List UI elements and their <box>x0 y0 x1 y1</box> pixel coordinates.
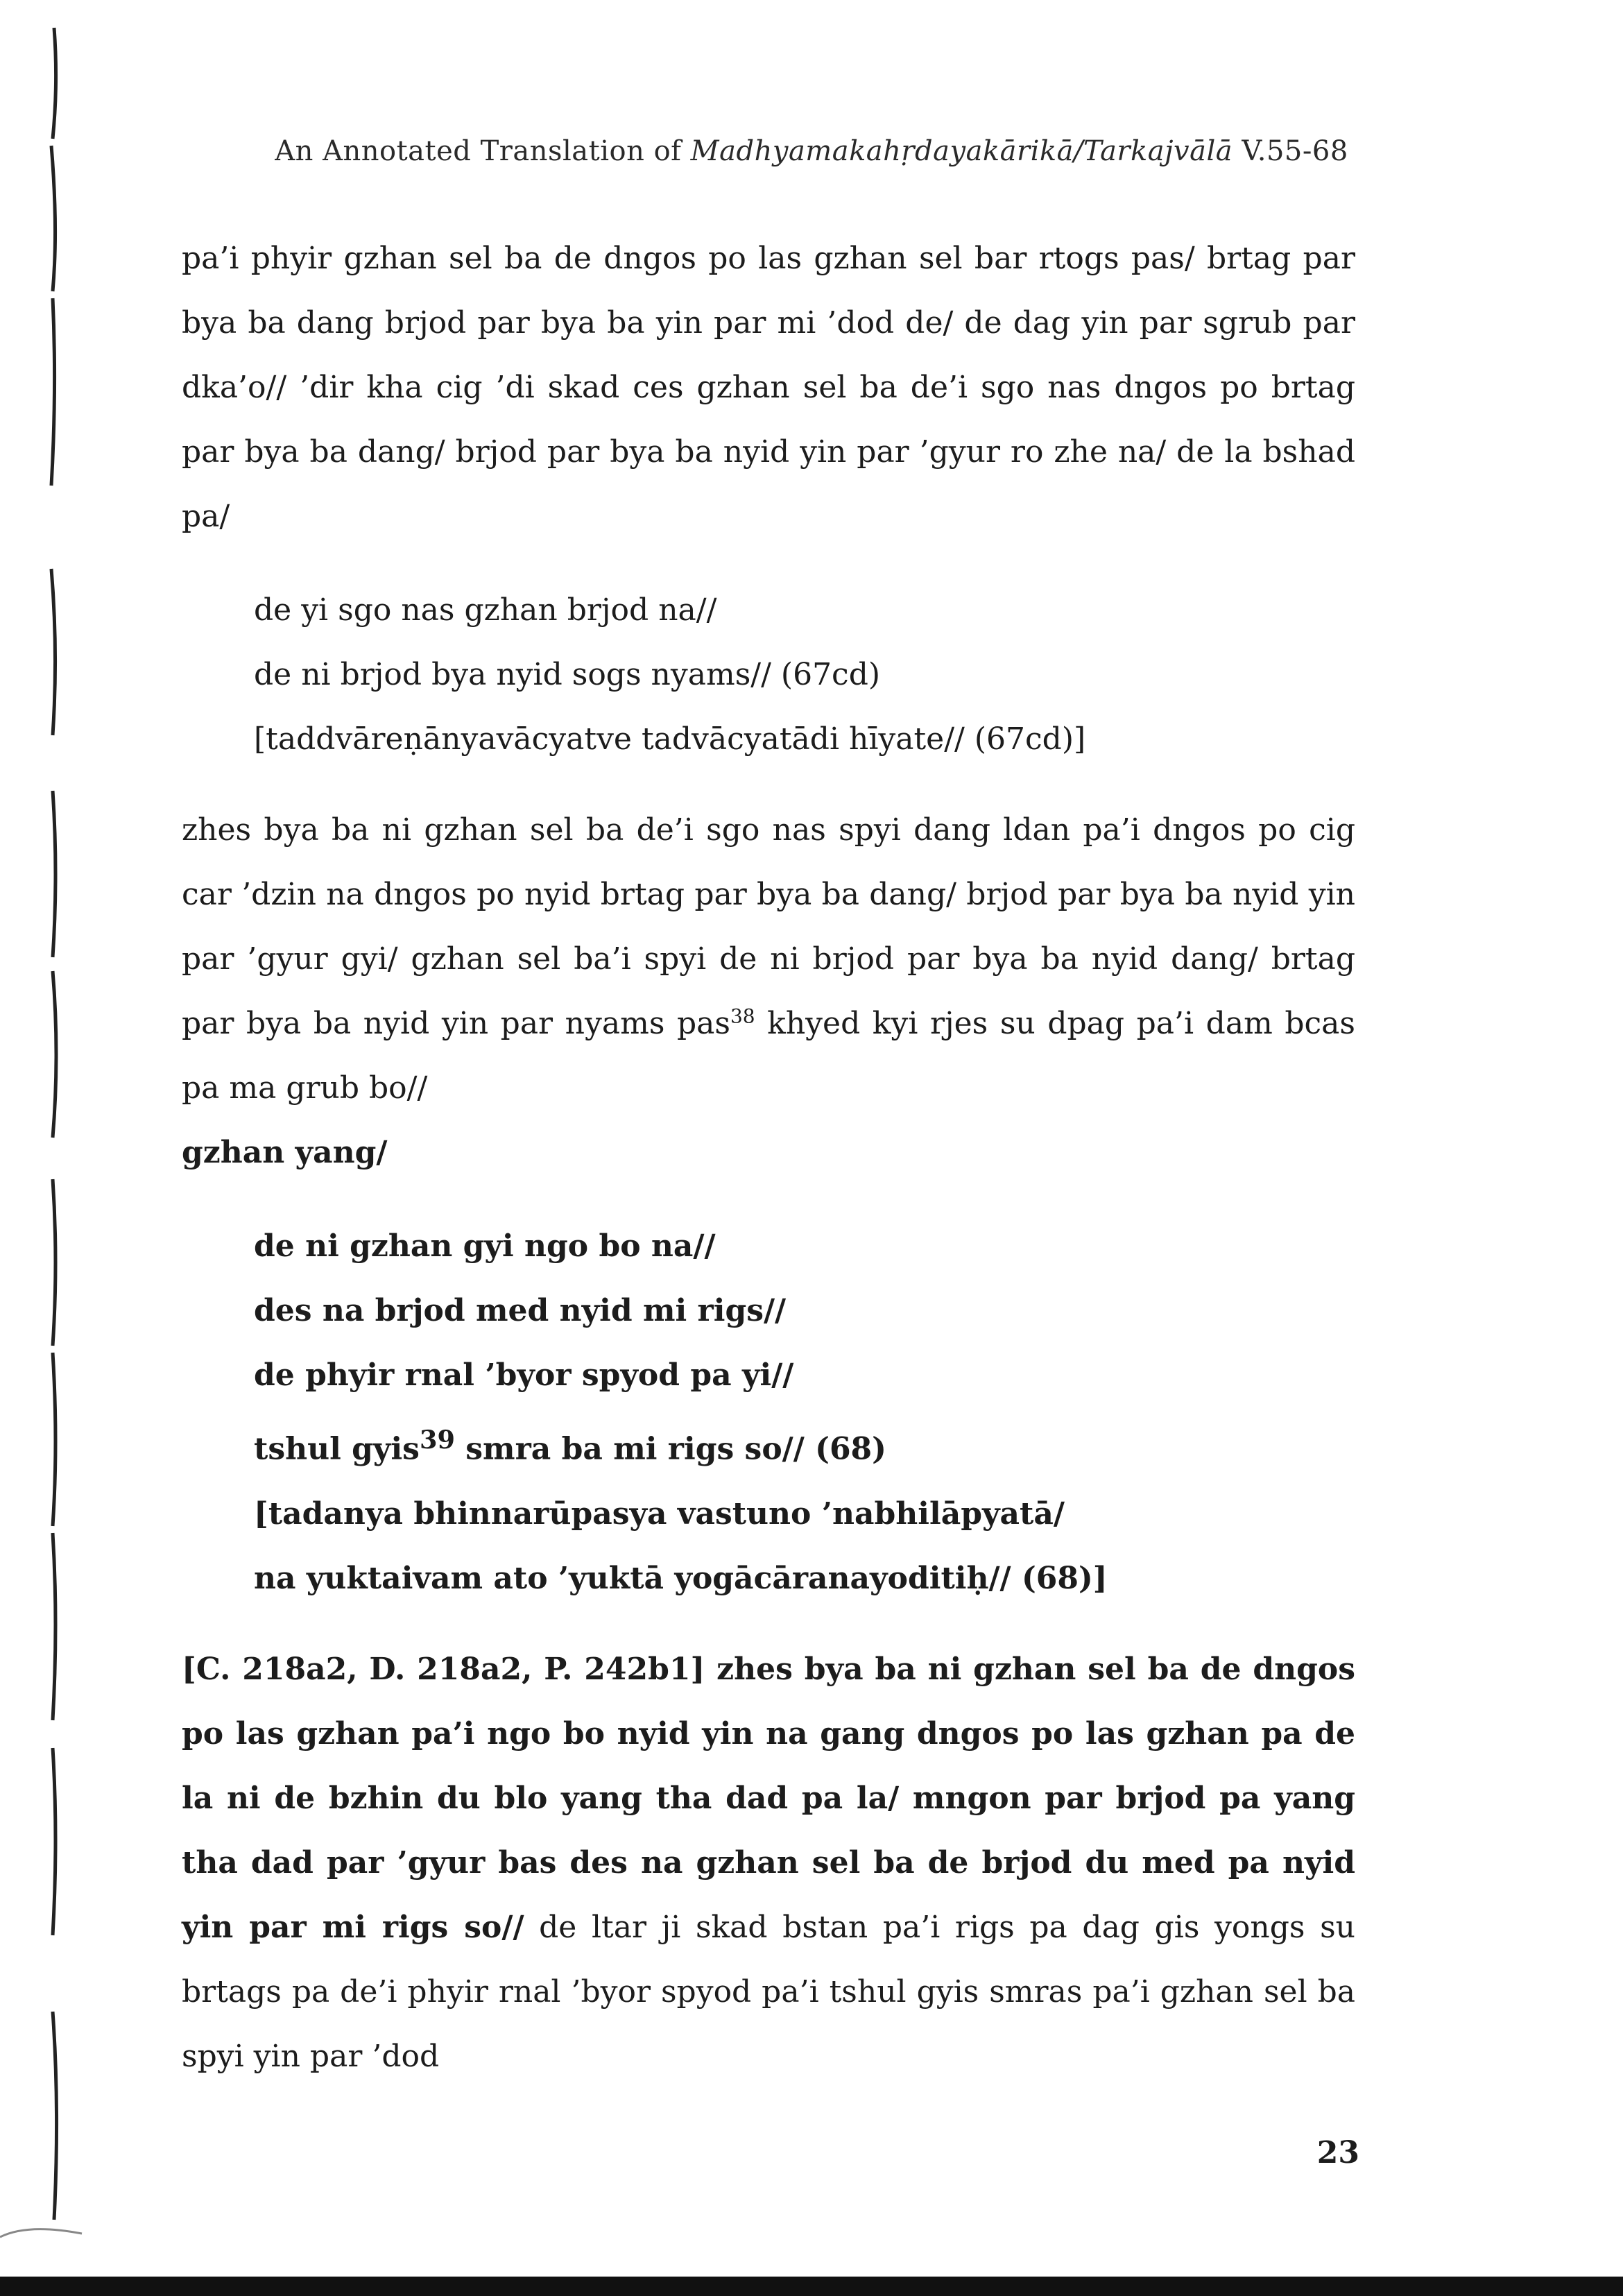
paragraph-2 <box>182 798 1355 1120</box>
verse-line: des na brjod med nyid mi rigs// <box>254 1293 787 1328</box>
running-header <box>0 135 1623 167</box>
footnote-marker-39: 39 <box>419 1425 455 1455</box>
footnote-marker-38: 38 <box>730 1004 755 1028</box>
paragraph-1: pa’i phyir gzhan sel ba de dngos po las gzhan sel bar rtogs pas/ brtag par bya ba dang brjod par bya ba yin par mi ’dod de/ de dag yin par sgrub par dka’o// ’dir kha cig ’di skad ces gzhan sel ba de’i sgo nas dngos po brtag par bya ba dang/ brjod par bya ba nyid yin par ’gyur ro zhe na/ de la bshad pa/ <box>182 241 1355 534</box>
scan-bottom-edge <box>0 2277 1623 2296</box>
verse-line: de ni brjod bya nyid sogs nyams// (67cd) <box>254 657 881 692</box>
verse-line: na yuktaivam ato ’yuktā yogācāranayoditiḥ// (68)] <box>254 1560 1108 1596</box>
paragraph-3-bold: [C. 218a2, D. 218a2, P. 242b1] zhes bya ba ni gzhan sel ba de dngos po las gzhan pa’i ngo bo nyid yin na gang dngos po las gzhan pa de la ni de bzhin du blo yang tha dad pa la/ mngon par brjod pa yang tha dad par ’gyur bas des na gzhan sel ba de brjod du med pa nyid yin par mi rigs so// <box>182 1651 1355 1945</box>
paragraph-2-text-cont: khyed kyi rjes su dpag pa’i dam bcas pa ma grub bo// <box>182 1006 1355 1106</box>
header-suffix: V.55-68 <box>1242 135 1348 167</box>
paragraph-3-text: de ltar ji skad bstan pa’i rigs pa dag gis yongs su brtags pa de’i phyir rnal ’byor spyod pa’i tshul gyis smras pa’i gzhan sel ba spyi yin par ’dod <box>182 1909 1355 2074</box>
verse-line <box>254 1407 1355 1482</box>
verse-line: [tadanya bhinnarūpasya vastuno ’nabhilāpyatā/ <box>254 1496 1065 1532</box>
header-prefix: An Annotated Translation of <box>275 135 682 167</box>
verse-line: de ni gzhan gyi ngo bo na// <box>254 1228 716 1264</box>
verse-line: de phyir rnal ’byor spyod pa yi// <box>254 1357 794 1393</box>
page-body <box>182 226 1355 2089</box>
verse-line: de yi sgo nas gzhan brjod na// <box>254 592 717 628</box>
verse-line: [taddvāreṇānyavācyatve tadvācyatādi hīyate// (67cd)] <box>254 721 1086 757</box>
verse-line-text-cont: smra ba mi rigs so// (68) <box>454 1431 886 1467</box>
verse-67cd <box>254 578 1355 771</box>
header-title: Madhyamakahṛdayakārikā/Tarkajvālā <box>690 135 1233 167</box>
page-number: 23 <box>1316 2135 1359 2170</box>
gzhan-yang-line: gzhan yang/ <box>182 1135 388 1170</box>
scan-binding-edge <box>0 0 83 2296</box>
verse-line-text: tshul gyis <box>254 1431 420 1467</box>
paragraph-3 <box>182 1637 1355 2089</box>
verse-68 <box>254 1214 1355 1611</box>
paragraph-2-text: zhes bya ba ni gzhan sel ba de’i sgo nas spyi dang ldan pa’i dngos po cig car ’dzin na dngos po nyid brtag par bya ba dang/ brjod par bya ba nyid yin par ’gyur gyi/ gzhan sel ba’i spyi de ni brjod par bya ba nyid dang/ brtag par bya ba nyid yin par nyams pas <box>182 812 1355 1041</box>
